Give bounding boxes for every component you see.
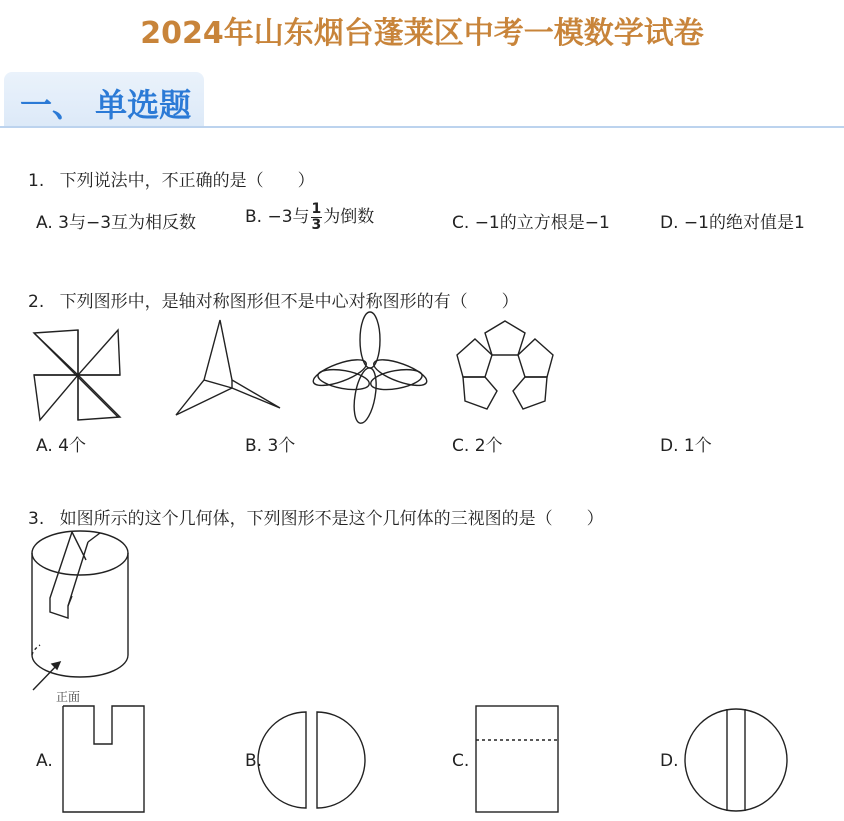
fraction-numerator: 1 — [311, 200, 322, 217]
three-point-star-figure — [176, 320, 280, 415]
pinwheel-figure — [34, 330, 120, 420]
option-letter: A. — [36, 213, 53, 233]
q1-option-d[interactable] — [660, 208, 805, 233]
q1-option-a[interactable] — [36, 208, 196, 233]
option-letter: C. — [452, 436, 470, 456]
pentagon-ring-figure — [457, 321, 553, 409]
q2-option-c[interactable] — [452, 431, 503, 456]
option-letter: B. — [245, 751, 263, 771]
fraction — [311, 202, 323, 233]
q3-option-c[interactable] — [452, 751, 469, 771]
question-number: 1. — [28, 171, 45, 191]
q2-option-a[interactable] — [36, 431, 86, 456]
option-letter: A. — [36, 751, 53, 771]
option-letter: C. — [452, 751, 470, 771]
option-letter: D. — [660, 751, 679, 771]
question-1 — [28, 166, 315, 191]
view-b-figure — [258, 712, 365, 808]
section-divider — [0, 126, 844, 128]
option-text: 1个 — [683, 436, 712, 456]
flower-figure — [310, 312, 429, 425]
question-text: 下列图形中，是轴对称图形但不是中心对称图形的有（ ） — [59, 292, 519, 312]
option-letter: A. — [36, 436, 53, 456]
option-letter: B. — [245, 436, 263, 456]
q3-option-a[interactable] — [36, 751, 53, 771]
q3-option-b[interactable] — [245, 751, 262, 771]
view-d-figure — [685, 709, 787, 811]
option-letter: D. — [660, 436, 679, 456]
option-letter: B. — [245, 207, 263, 227]
q1-option-c[interactable] — [452, 208, 610, 233]
question-text: 下列说法中，不正确的是（ ） — [59, 171, 315, 191]
option-text: 4个 — [58, 436, 86, 456]
question-3 — [28, 504, 604, 529]
option-letter: D. — [660, 213, 679, 233]
view-c-figure — [476, 706, 558, 812]
q3-option-d[interactable] — [660, 751, 679, 771]
q2-option-b[interactable] — [245, 431, 295, 456]
option-text: 3个 — [267, 436, 296, 456]
option-text: 3与−3互为相反数 — [58, 213, 197, 233]
option-text: −1的立方根是−1 — [474, 213, 610, 233]
view-a-figure — [63, 706, 144, 812]
option-text: 2个 — [474, 436, 503, 456]
option-letter: C. — [452, 213, 470, 233]
question-number: 3. — [28, 509, 45, 529]
front-label: 正面 — [56, 690, 81, 704]
option-text: −3与 — [267, 207, 310, 227]
question-number: 2. — [28, 292, 45, 312]
exam-title: 2024年山东烟台蓬莱区中考一模数学试卷 — [140, 16, 704, 51]
option-text: 为倒数 — [323, 207, 375, 227]
option-text: −1的绝对值是1 — [683, 213, 805, 233]
slotted-cylinder-figure — [32, 531, 128, 690]
question-2 — [28, 287, 519, 312]
q2-option-d[interactable] — [660, 431, 712, 456]
section-label: 一、 单选题 — [20, 86, 192, 124]
question-text: 如图所示的这个几何体，下列图形不是这个几何体的三视图的是（ ） — [59, 509, 604, 529]
fraction-denominator: 3 — [311, 216, 322, 233]
q1-option-b[interactable] — [245, 200, 374, 234]
